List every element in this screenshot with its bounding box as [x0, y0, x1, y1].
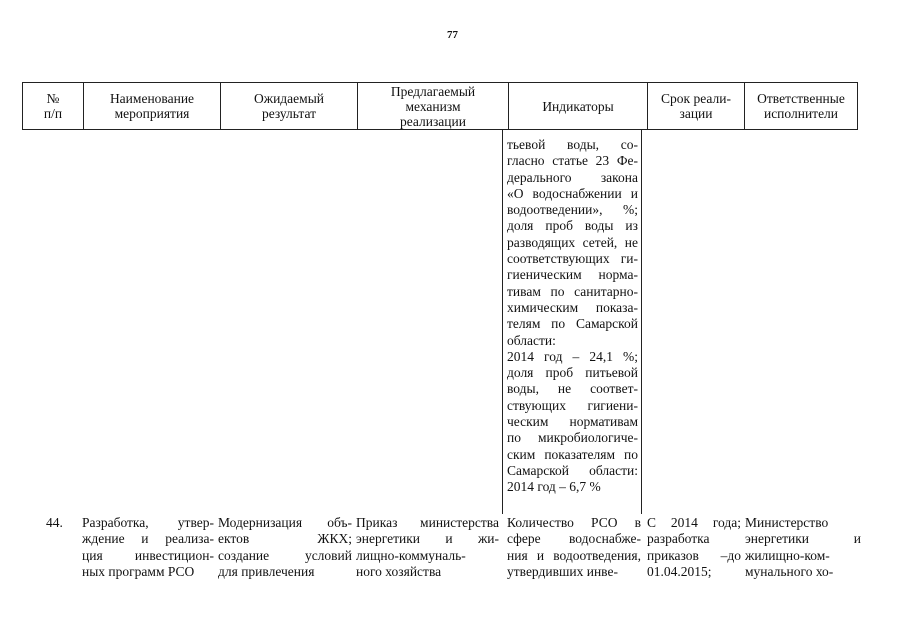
text-line: телям по Самарской [507, 316, 638, 332]
text-line: соответствующих ги- [507, 251, 638, 267]
text-line: Количество РСО в [507, 515, 641, 530]
header-line: п/п [43, 106, 63, 121]
header-line: мероприятия [114, 106, 190, 121]
column-divider [641, 129, 642, 514]
text-line: по микробиологиче- [507, 430, 638, 446]
header-line: зации [679, 106, 713, 121]
header-line: механизм [405, 98, 461, 114]
text-line: ектов ЖКХ; [218, 531, 352, 547]
text-line: ных программ РСО [82, 563, 195, 579]
row44-mechanism [356, 515, 499, 580]
row44-result [218, 515, 352, 580]
header-cell-num [23, 83, 84, 130]
text-line: энергетики и [745, 531, 861, 547]
text-line: Приказ министерства [356, 515, 499, 530]
header-line: Индикаторы [542, 98, 614, 114]
text-line: сфере водоснабже- [507, 531, 641, 547]
text-line: Модернизация объ- [218, 515, 352, 530]
text-line: области: [507, 332, 556, 348]
text-line: приказов –до [647, 547, 741, 563]
text-line: химическим показа- [507, 299, 638, 315]
row44-indicators [507, 515, 641, 580]
text-line: ческим нормативам [507, 414, 638, 430]
text-line: энергетики и жи- [356, 531, 499, 547]
header-line: исполнители [763, 106, 839, 121]
header-cell-name [84, 83, 221, 130]
text-line: С 2014 года; [647, 515, 741, 530]
text-line: жилищно-ком- [745, 547, 830, 563]
text-line: ция инвестицион- [82, 547, 214, 563]
header-cell-mechanism [358, 83, 509, 130]
text-line: создание условий [218, 547, 352, 563]
text-line: Самарской области: [507, 462, 638, 478]
text-line: разработка [647, 531, 710, 547]
text-line: утвердивших инве- [507, 563, 618, 579]
text-line: Министерство [745, 515, 829, 530]
text-line: для привлечения [218, 563, 315, 579]
text-line: ния и водоотведения, [507, 547, 641, 563]
text-line: мунального хо- [745, 563, 834, 579]
header-line: Ожидаемый [254, 91, 324, 106]
continuation-indicators-cell [507, 137, 638, 496]
header-line: Ответственные [757, 91, 845, 106]
text-line: гласно статье 23 Фе- [507, 153, 638, 169]
text-line: 2014 год – 24,1 %; [507, 348, 638, 364]
column-divider [502, 129, 503, 514]
text-line: гиеническим норма- [507, 267, 638, 283]
header-line: Наименование [109, 91, 195, 106]
text-line: воды, не соответ- [507, 381, 638, 397]
table-header [22, 82, 858, 130]
header-line: результат [261, 106, 317, 121]
text-line: доля проб питьевой [507, 365, 638, 381]
text-line: дерального закона [507, 169, 638, 185]
text-line: водоотведении», %; [507, 202, 638, 218]
text-line: ским показателям по [507, 446, 638, 462]
page-number: 77 [447, 29, 458, 41]
text-line: разводящих сетей, не [507, 234, 638, 250]
text-line: тивам по санитарно- [507, 283, 638, 299]
text-line: ного хозяйства [356, 563, 442, 579]
header-line: реализации [400, 113, 466, 129]
text-line: 2014 год – 6,7 % [507, 479, 601, 495]
row44-executors [745, 515, 861, 580]
row44-term [647, 515, 741, 580]
text-line: лищно-коммуналь- [356, 547, 466, 563]
text-line: 01.04.2015; [647, 563, 712, 579]
header-line: № [46, 91, 60, 106]
header-line: Срок реали- [661, 91, 731, 106]
header-cell-indicators [509, 83, 648, 130]
text-line: «О водоснабжении и [507, 185, 638, 201]
text-line: тьевой воды, со- [507, 137, 638, 152]
row-number: 44. [46, 515, 63, 530]
text-line: ствующих гигиени- [507, 397, 638, 413]
text-line: ждение и реализа- [82, 531, 214, 547]
header-line: Предлагаемый [390, 83, 476, 99]
header-cell-term [648, 83, 745, 130]
text-line: доля проб воды из [507, 218, 638, 234]
header-cell-executors [745, 83, 858, 130]
text-line: Разработка, утвер- [82, 515, 214, 530]
row44-name [82, 515, 214, 580]
header-cell-result [221, 83, 358, 130]
